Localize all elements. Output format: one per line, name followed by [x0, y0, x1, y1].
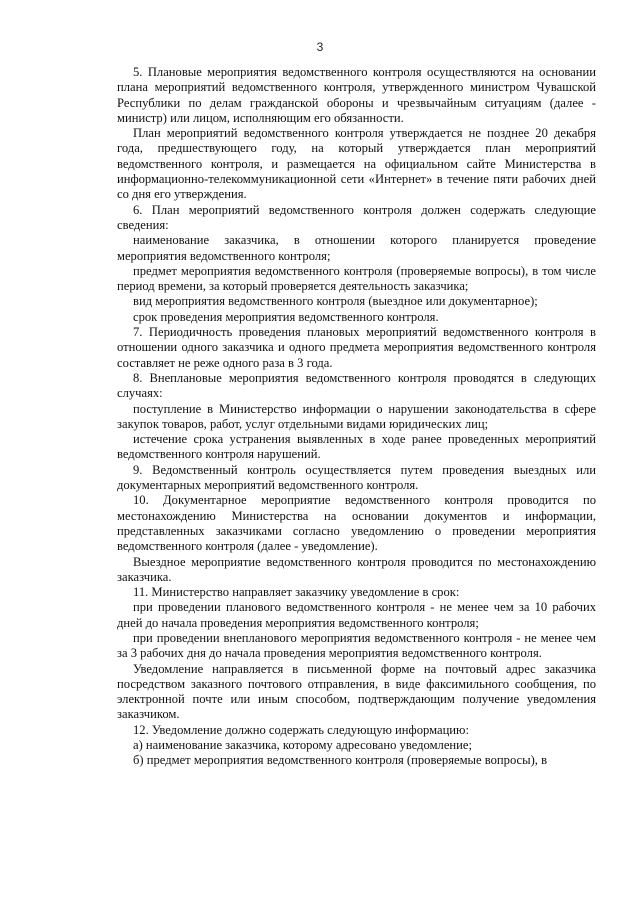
paragraph-11: 11. Министерство направляет заказчику уведомление в срок:: [133, 585, 460, 600]
list-item: вид мероприятия ведомственного контроля (выездное или документарное);: [133, 294, 538, 309]
paragraph-12: 12. Уведомление должно содержать следующую информацию:: [133, 722, 469, 737]
paragraph-10: 10. Документарное мероприятие ведомственного контроля проводится по местонахождению Министерства на основании документов и информации, представленных заказчиками согласно уведомлению о проведении мероприятия ведомственного контроля (далее - уведомление).: [117, 493, 596, 554]
paragraph-plan-approval: План мероприятий ведомственного контроля утверждается не позднее 20 декабря года, предшествующего году, на который утверждается план мероприятий ведомственного контроля, и размещается на официальном сайте Министерства в информационно-телекоммуникационной сети «Интернет» в течение пяти рабочих дней со дня его утверждения.: [117, 126, 596, 202]
paragraph-9: 9. Ведомственный контроль осуществляется путем проведения выездных или документарных мероприятий ведомственного контроля.: [117, 462, 596, 493]
list-item: срок проведения мероприятия ведомственного контроля.: [133, 309, 439, 324]
paragraph-6: 6. План мероприятий ведомственного контроля должен содержать следующие сведения:: [117, 202, 596, 232]
paragraph-field-inspection: Выездное мероприятие ведомственного контроля проводится по местонахождению заказчика.: [117, 554, 596, 584]
page-number: 3: [316, 40, 324, 54]
list-item: а) наименование заказчика, которому адресовано уведомление;: [133, 738, 472, 753]
list-item: поступление в Министерство информации о нарушении законодательства в сфере закупок товаров, работ, услуг отдельными видами юридических лиц;: [117, 401, 596, 431]
paragraph-8: 8. Внеплановые мероприятия ведомственного контроля проводятся в следующих случаях:: [117, 370, 596, 401]
list-item: б) предмет мероприятия ведомственного контроля (проверяемые вопросы), в: [133, 753, 548, 768]
list-item: предмет мероприятия ведомственного контроля (проверяемые вопросы), в том числе период времени, за который проверяется деятельность заказчика;: [117, 263, 596, 294]
list-item: при проведении внепланового мероприятия ведомственного контроля - не менее чем за 3 рабочих дня до начала проведения мероприятия ведомственного контроля.: [117, 630, 596, 661]
document-body: [117, 65, 596, 769]
list-item: истечение срока устранения выявленных в ходе ранее проведенных мероприятий ведомственного контроля нарушений.: [117, 432, 596, 462]
list-item: при проведении планового ведомственного контроля - не менее чем за 10 рабочих дней до начала проведения мероприятия ведомственного контроля;: [117, 600, 596, 630]
paragraph-5: 5. Плановые мероприятия ведомственного контроля осуществляются на основании плана мероприятий ведомственного контроля, утвержденного министром Чувашской Республики по делам гражданской обороны и чрезвычайным ситуациям (далее - министр) или лицом, исполняющим его обязанности.: [117, 65, 596, 125]
list-item: наименование заказчика, в отношении которого планируется проведение мероприятия ведомственного контроля;: [117, 233, 596, 263]
paragraph-7: 7. Периодичность проведения плановых мероприятий ведомственного контроля в отношении одного заказчика и одного предмета мероприятия ведомственного контроля составляет не реже одного раза в 3 года.: [117, 325, 596, 370]
paragraph-notification-delivery: Уведомление направляется в письменной форме на почтовый адрес заказчика посредством заказного почтового отправления, в виде факсимильного сообщения, по электронной почте или иным способом, подтверждающим получение уведомления заказчиком.: [117, 661, 596, 722]
